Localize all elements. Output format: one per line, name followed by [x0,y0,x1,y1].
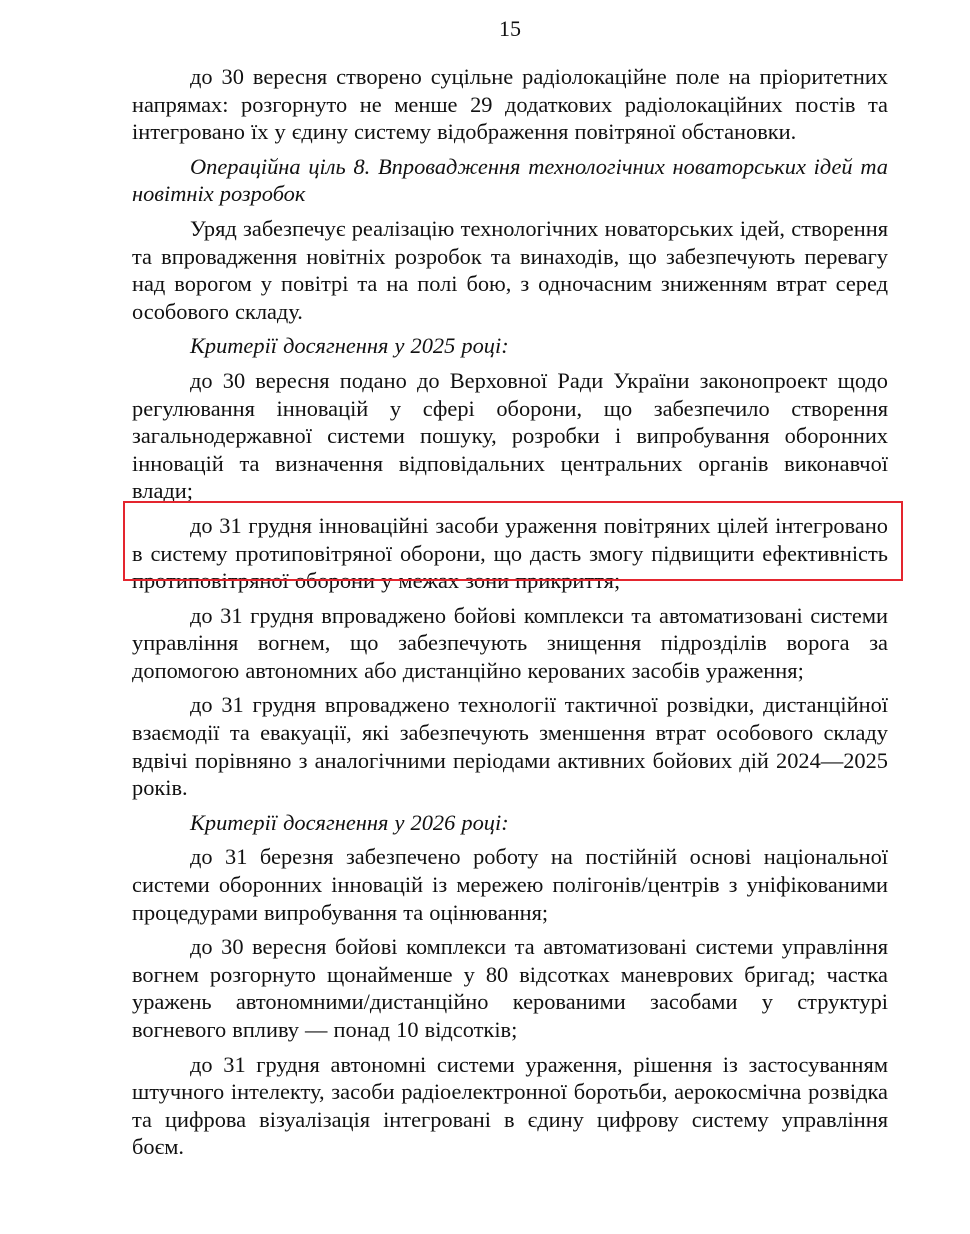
paragraph-brigades-deployment: до 30 вересня бойові комплекси та автоматизовані системи управління вогнем розгорнуто щонайменше у 80 відсотках маневрових бригад; частка уражень автономними/дистанційно керованими засобами у структурі вогневого впливу — понад 10 відсотків; [132,934,888,1042]
criteria-2025-heading: Критерії досягнення у 2025 році: [190,333,509,359]
document-body [132,63,888,1168]
paragraph-innovation-system: до 31 березня забезпечено роботу на постійній основі національної системи оборонних інновацій із мережею полігонів/центрів з уніфікованими процедурами випробування та оцінювання; [132,844,888,925]
paragraph-radar-field: до 30 вересня створено суцільне радіолокаційне поле на пріоритетних напрямах: розгорнуто не менше 29 додаткових радіолокаційних постів та інтегровано їх у єдину систему відображення повітряної обстановки. [132,64,888,145]
paragraph-air-defense-highlighted: до 31 грудня інноваційні засоби ураження повітряних цілей інтегровано в систему протиповітряної оборони, що дасть змогу підвищити ефективність протиповітряної оборони у межах зони прикриття; [132,512,888,594]
criteria-2026-heading: Критерії досягнення у 2026 році: [190,809,509,835]
page-number: 15 [499,16,521,41]
paragraph-combat-complexes: до 31 грудня впроваджено бойові комплекси та автоматизовані системи управління вогнем, що забезпечують знищення підрозділів ворога за допомогою автономних або дистанційно керованих засобів ураження; [132,602,888,683]
paragraph-government-ensures: Уряд забезпечує реалізацію технологічних новаторських ідей, створення та впровадження новітніх розробок та винаходів, що забезпечують перевагу над ворогом у повітрі та на полі бою, з одночасним зниженням втрат серед особового складу. [132,215,888,324]
operational-goal-heading: Операційна ціль 8. Впровадження технологічних новаторських ідей та новітніх розробок [132,153,888,207]
paragraph-law-draft: до 30 вересня подано до Верховної Ради України законопроект щодо регулювання інновацій у сфері оборони, що забезпечило створення загальнодержавної системи пошуку, розробки і випробування оборонних інновацій та визначення відповідальних центральних органів виконавчої влади; [132,367,888,504]
paragraph-digital-battle-system: до 31 грудня автономні системи ураження, рішення із застосуванням штучного інтелекту, засоби радіоелектронної боротьби, аерокосмічна розвідка та цифрова візуалізація інтегровані в єдину цифрову систему управління боєм. [132,1051,888,1160]
paragraph-tactical-recon: до 31 грудня впроваджено технології тактичної розвідки, дистанційної взаємодії та евакуації, які забезпечують зменшення втрат особового складу вдвічі порівняно з аналогічними періодами активних бойових дій 2024—2025 років. [132,692,888,801]
